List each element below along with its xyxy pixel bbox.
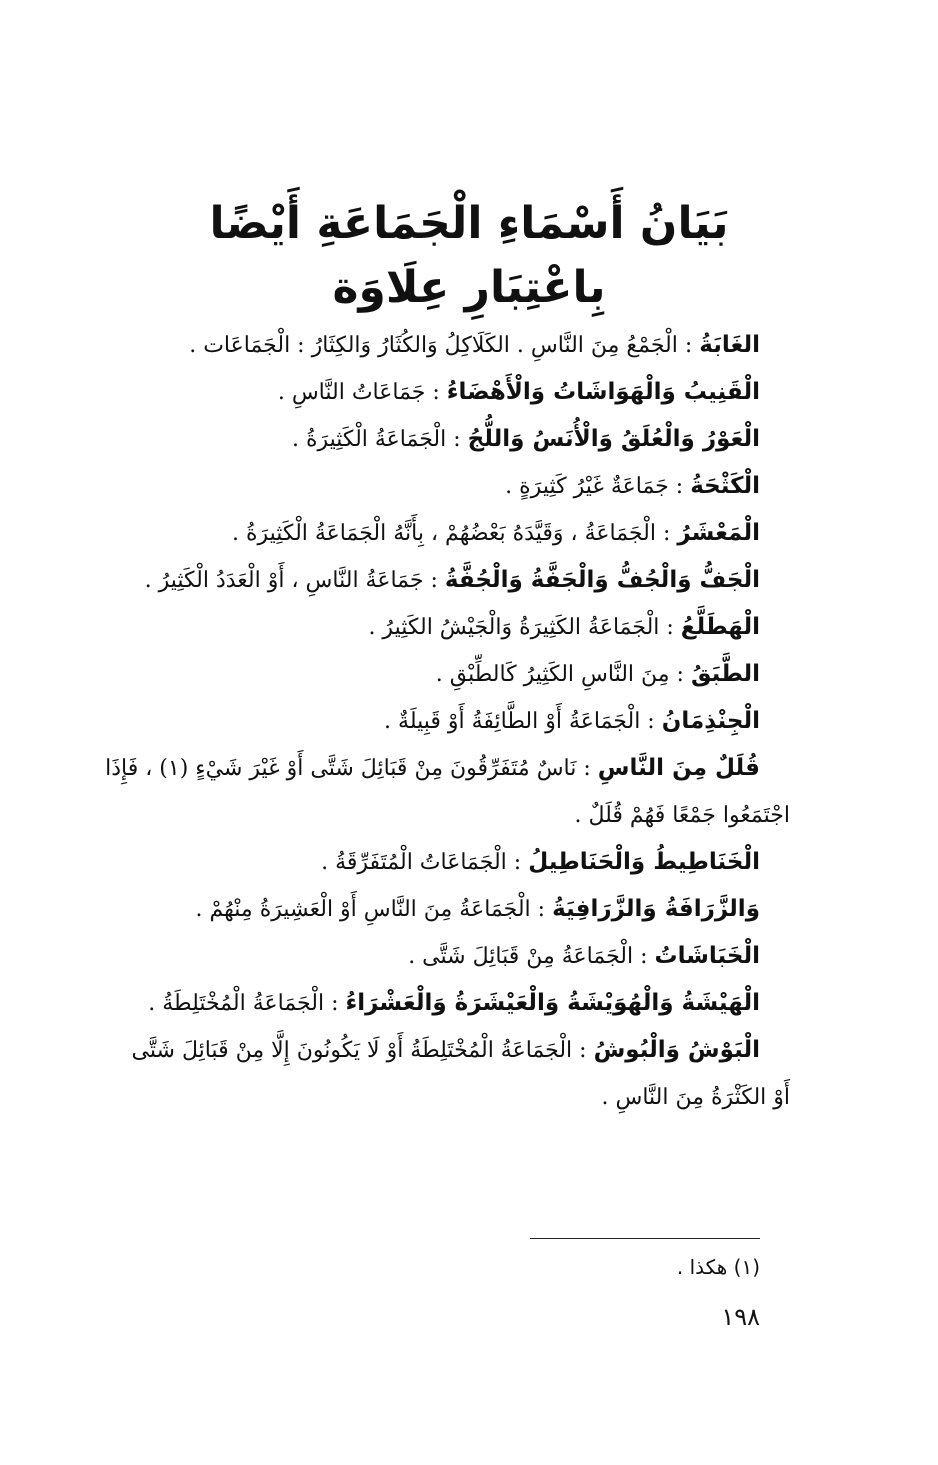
entry-definition: : الْجَمَاعَةُ الكَثِيرَةُ وَالْجَيْشُ الكَثِيرُ .	[368, 615, 681, 640]
entry-definition: : الْجَمَاعَةُ الْمُخْتَلِطَةُ أَوْ لَا يَكُونُونَ إِلَّا مِنْ قَبَائِلَ شَتَّى	[131, 1038, 594, 1063]
entry	[120, 322, 760, 369]
page-number: ١٩٨	[721, 1303, 760, 1331]
entry-headword: الْهَيْشَةُ وَالْهُوَيْشَةُ وَالْعَيْشَرَةُ وَالْعَشْرَاءُ	[345, 990, 760, 1016]
entry	[105, 745, 760, 792]
entry-headword: الْعَوْرُ وَالْعُلَقُ وَالْأُنَسُ وَاللُّجُ	[467, 426, 760, 452]
entry-definition: : الْجَمَاعَاتُ الْمُتَفَرِّقَةُ .	[321, 850, 529, 875]
entry-definition: : الْجَمَاعَةُ الْكَثِيرَةُ .	[292, 427, 468, 452]
entry-definition: : مِنَ النَّاسِ الكَثِيرُ كَالطِّبْقِ .	[435, 662, 691, 687]
entry	[120, 557, 760, 604]
entry-headword: الغَابَةُ	[699, 332, 760, 358]
entries-list	[105, 322, 790, 1121]
entry	[120, 698, 760, 745]
entry	[120, 839, 760, 886]
entry	[120, 980, 760, 1027]
title-line-2: بِاعْتِبَارِ عِلَاوَة	[332, 262, 606, 313]
entry-headword: الْجِنْذِمَانُ	[661, 708, 760, 734]
title-line-1: بَيَانُ أَسْمَاءِ الْجَمَاعَةِ أَيْضًا	[209, 198, 729, 249]
entry	[120, 369, 760, 416]
entry-continuation	[120, 792, 790, 839]
entry-definition: : الْجَمْعُ مِنَ النَّاسِ . الكَلَاكِلُ وَالكُثَارُ وَالكِثَارُ : الْجَمَاعَات .	[189, 333, 700, 358]
entry-continuation	[120, 1074, 790, 1121]
footnote-divider	[530, 1238, 760, 1239]
entry-headword: الْقَنِيبُ وَالْهَوَاشَاتُ وَالْأَهْضَاءُ	[446, 379, 760, 405]
entry-headword: الْمَعْشَرُ	[677, 520, 760, 546]
entry-headword: وَالزَّرَافَةُ وَالزَّرَافِيَةُ	[552, 896, 760, 922]
entry	[120, 416, 760, 463]
entry-headword: الْخَنَاطِيطُ وَالْحَنَاطِيلُ	[528, 849, 760, 875]
entry-headword: الْكَثْحَةُ	[690, 473, 760, 499]
entry-definition: : نَاسٌ مُتَفَرِّقُونَ مِنْ قَبَائِلَ شَتَّى أَوْ غَيْرَ شَيْءٍ (١) ، فَإِذَا	[105, 756, 598, 781]
entry-headword: الْهَطَلَّعُ	[680, 614, 760, 640]
entry-headword: الْخَبَاشَاتُ	[654, 943, 760, 969]
entry	[120, 651, 760, 698]
entry-definition: : الْجَمَاعَةُ مِنْ قَبَائِلَ شَتَّى .	[408, 944, 655, 969]
entry-continuation-text: اجْتَمَعُوا جَمْعًا فَهُمْ قُلَلٌ .	[574, 803, 790, 828]
page-title	[150, 192, 788, 320]
entry-headword: الْجَفُّ وَالْجُفُّ وَالْجَفَّةُ وَالْجُفَّةُ	[444, 567, 760, 593]
entry-definition: : جَمَاعَةُ النَّاسِ ، أَوْ الْعَدَدُ الْكَثِيرُ .	[144, 568, 445, 593]
entry-headword: الطَّبَقُ	[690, 661, 760, 687]
entry-definition: : الْجَمَاعَةُ ، وَقَيَّدَهُ بَعْضُهُمْ ، بِأَنَّهُ الْجَمَاعَةُ الْكَثِيرَةُ .	[231, 521, 678, 546]
footnote: (١) هكذا .	[676, 1255, 760, 1279]
entry-definition: : الْجَمَاعَةُ الْمُخْتَلِطَةُ .	[148, 991, 346, 1016]
entry	[120, 933, 760, 980]
entry-headword: الْبَوْشُ وَالْبُوشُ	[593, 1037, 760, 1063]
entry	[120, 463, 760, 510]
entry-definition: : جَمَاعَاتُ النَّاسِ .	[277, 380, 447, 405]
entry	[120, 886, 760, 933]
entry-definition: : الْجَمَاعَةُ مِنَ النَّاسِ أَوْ الْعَشِيرَةُ مِنْهُمْ .	[195, 897, 553, 922]
entry-definition: : جَمَاعَةٌ غَيْرُ كَثِيرَةٍ .	[505, 474, 691, 499]
entry	[120, 604, 760, 651]
entry	[120, 1027, 760, 1074]
entry-continuation-text: أَوْ الكَثْرَةُ مِنَ النَّاسِ .	[601, 1085, 790, 1110]
entry-headword: قُلَلٌ مِنَ النَّاسِ	[597, 755, 760, 781]
entry	[120, 510, 760, 557]
entry-definition: : الْجَمَاعَةُ أَوْ الطَّائِفَةُ أَوْ قَبِيلَةٌ .	[384, 709, 662, 734]
